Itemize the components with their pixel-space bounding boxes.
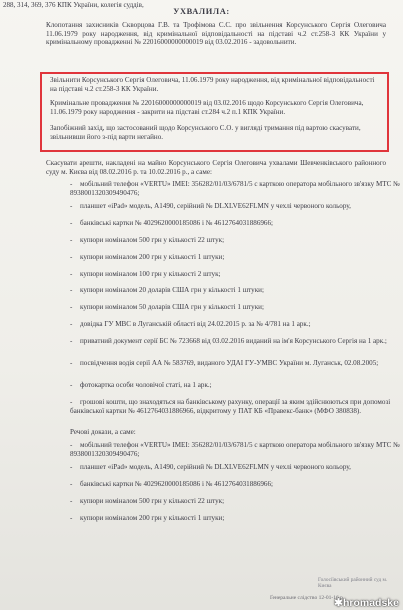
items-list <box>70 180 400 531</box>
footer-note: Ґенеральне слідство 12-01-16 р. <box>270 595 345 601</box>
list-item: - купюри номіналом 500 грн у кількості 22 штук; <box>70 235 225 244</box>
list-item: - купюри номіналом 20 доларів США грн у кількості 1 штуки; <box>70 286 264 295</box>
list-item: - банківські картки № 4029620000185086 і № 4612764031886966; <box>70 479 273 488</box>
list-item: - приватний документ серії БС № 723668 від 03.02.2016 виданий на ім'я Корсунського Сергія на 1 арк.; <box>70 337 387 346</box>
court-stamp: Голосіївський районний суд м. Києва <box>318 577 388 589</box>
list-item: - планшет «iPad» модель, А1490, серійний № DLXLVE62FLMN у чехлі червоного кольору, <box>70 202 351 210</box>
list-item: - мобільний телефон «VERTU» IMEI: 356282/01/03/6781/5 с карткою оператора мобільного зв'язку МТС № 8938001320309490476; <box>70 441 400 458</box>
highlight-release: Звільнити Корсунського Сергія Олеговича, 11.06.1979 року народження, від кримінальної відповідальності на підставі ч.2 ст.258-3 КК України. <box>50 76 375 93</box>
list-item: - мобільний телефон «VERTU» IMEI: 356282/01/03/6781/5 с карткою оператора мобільного зв'язку МТС № 8938001320309490476; <box>70 180 400 197</box>
list-item: - посвідчення водія серії АА № 583769, виданого УДАІ ГУ-УМВС України м. Луганськ, 02.08.2005; <box>70 359 379 368</box>
list-item: - купюри номіналом 200 грн у кількості 1 штуки; <box>70 513 225 522</box>
list-item: - купюри номіналом 200 грн у кількості 1 штуки; <box>70 252 225 261</box>
document-heading: УХВАЛИЛА: <box>173 7 230 16</box>
highlight-cancel-detention: Запобіжний захід, що застосований щодо Корсунського С.О. у вигляді тримання під вартою скасувати, звільнивши його з-під варти негайно. <box>50 124 361 141</box>
hromadske-logo: ✱hromadske <box>334 597 399 610</box>
list-item: - купюри номіналом 50 доларів США грн у кількості 1 штуки; <box>70 303 264 312</box>
list-item: - купюри номіналом 100 грн у кількості 2 штук; <box>70 269 221 278</box>
paragraph-motion: Клопотання захисників Скворцова Г.В. та Трофімова С.С. про звільнення Корсунського Сергія Олеговича 11.06.1979 року народження, від кримінальної відповідальності на підставі ч.2 ст.258-3 КК України у кримінальному провадженні № 22016000000000019 від 03.02.2016 - задовольнити. <box>46 21 386 47</box>
list-item: - купюри номіналом 500 грн у кількості 22 штук; <box>70 496 225 505</box>
evidence-heading: Речові докази, а саме: <box>70 428 136 437</box>
highlight-close-case: Кримінальне провадження № 22016000000000019 від 03.02.2016 щодо Корсунського Сергія Олеговича, 11.06.1979 року народження - закрити на підставі ст.284 ч.2 п.1 КПК України. <box>50 99 364 116</box>
list-item: - планшет «iPad» модель, А1490, серійний № DLXLVE62FLMN у чехлі червоного кольору, <box>70 463 351 472</box>
list-item: - фотокартка особи чоловічої статі, на 1 арк.; <box>70 381 212 390</box>
list-item: - грошові кошти, що знаходяться на банківському рахунку, операції за яким здійснюються при допомозі банківської картки № 4612764031886966, відкритому у ПАТ КБ «Правекс-банк» (МФО 380838). <box>70 398 391 415</box>
list-item: - довідка ГУ МВС в Луганській області від 24.02.2015 р. за № 4/781 на 1 арк.; <box>70 320 311 329</box>
paragraph-arrest: Скасувати арешти, накладені на майно Корсунського Сергія Олеговича ухвалами Шевченківського районного суду м. Києва від 08.02.2016 р. та 10.02.2016 р., а саме: <box>46 159 386 176</box>
list-item: - банківські картки № 4029620000185086 і № 4612764031886966; <box>70 218 273 227</box>
top-line: 288, 314, 369, 376 КПК України, колегія суддів, <box>3 1 144 9</box>
